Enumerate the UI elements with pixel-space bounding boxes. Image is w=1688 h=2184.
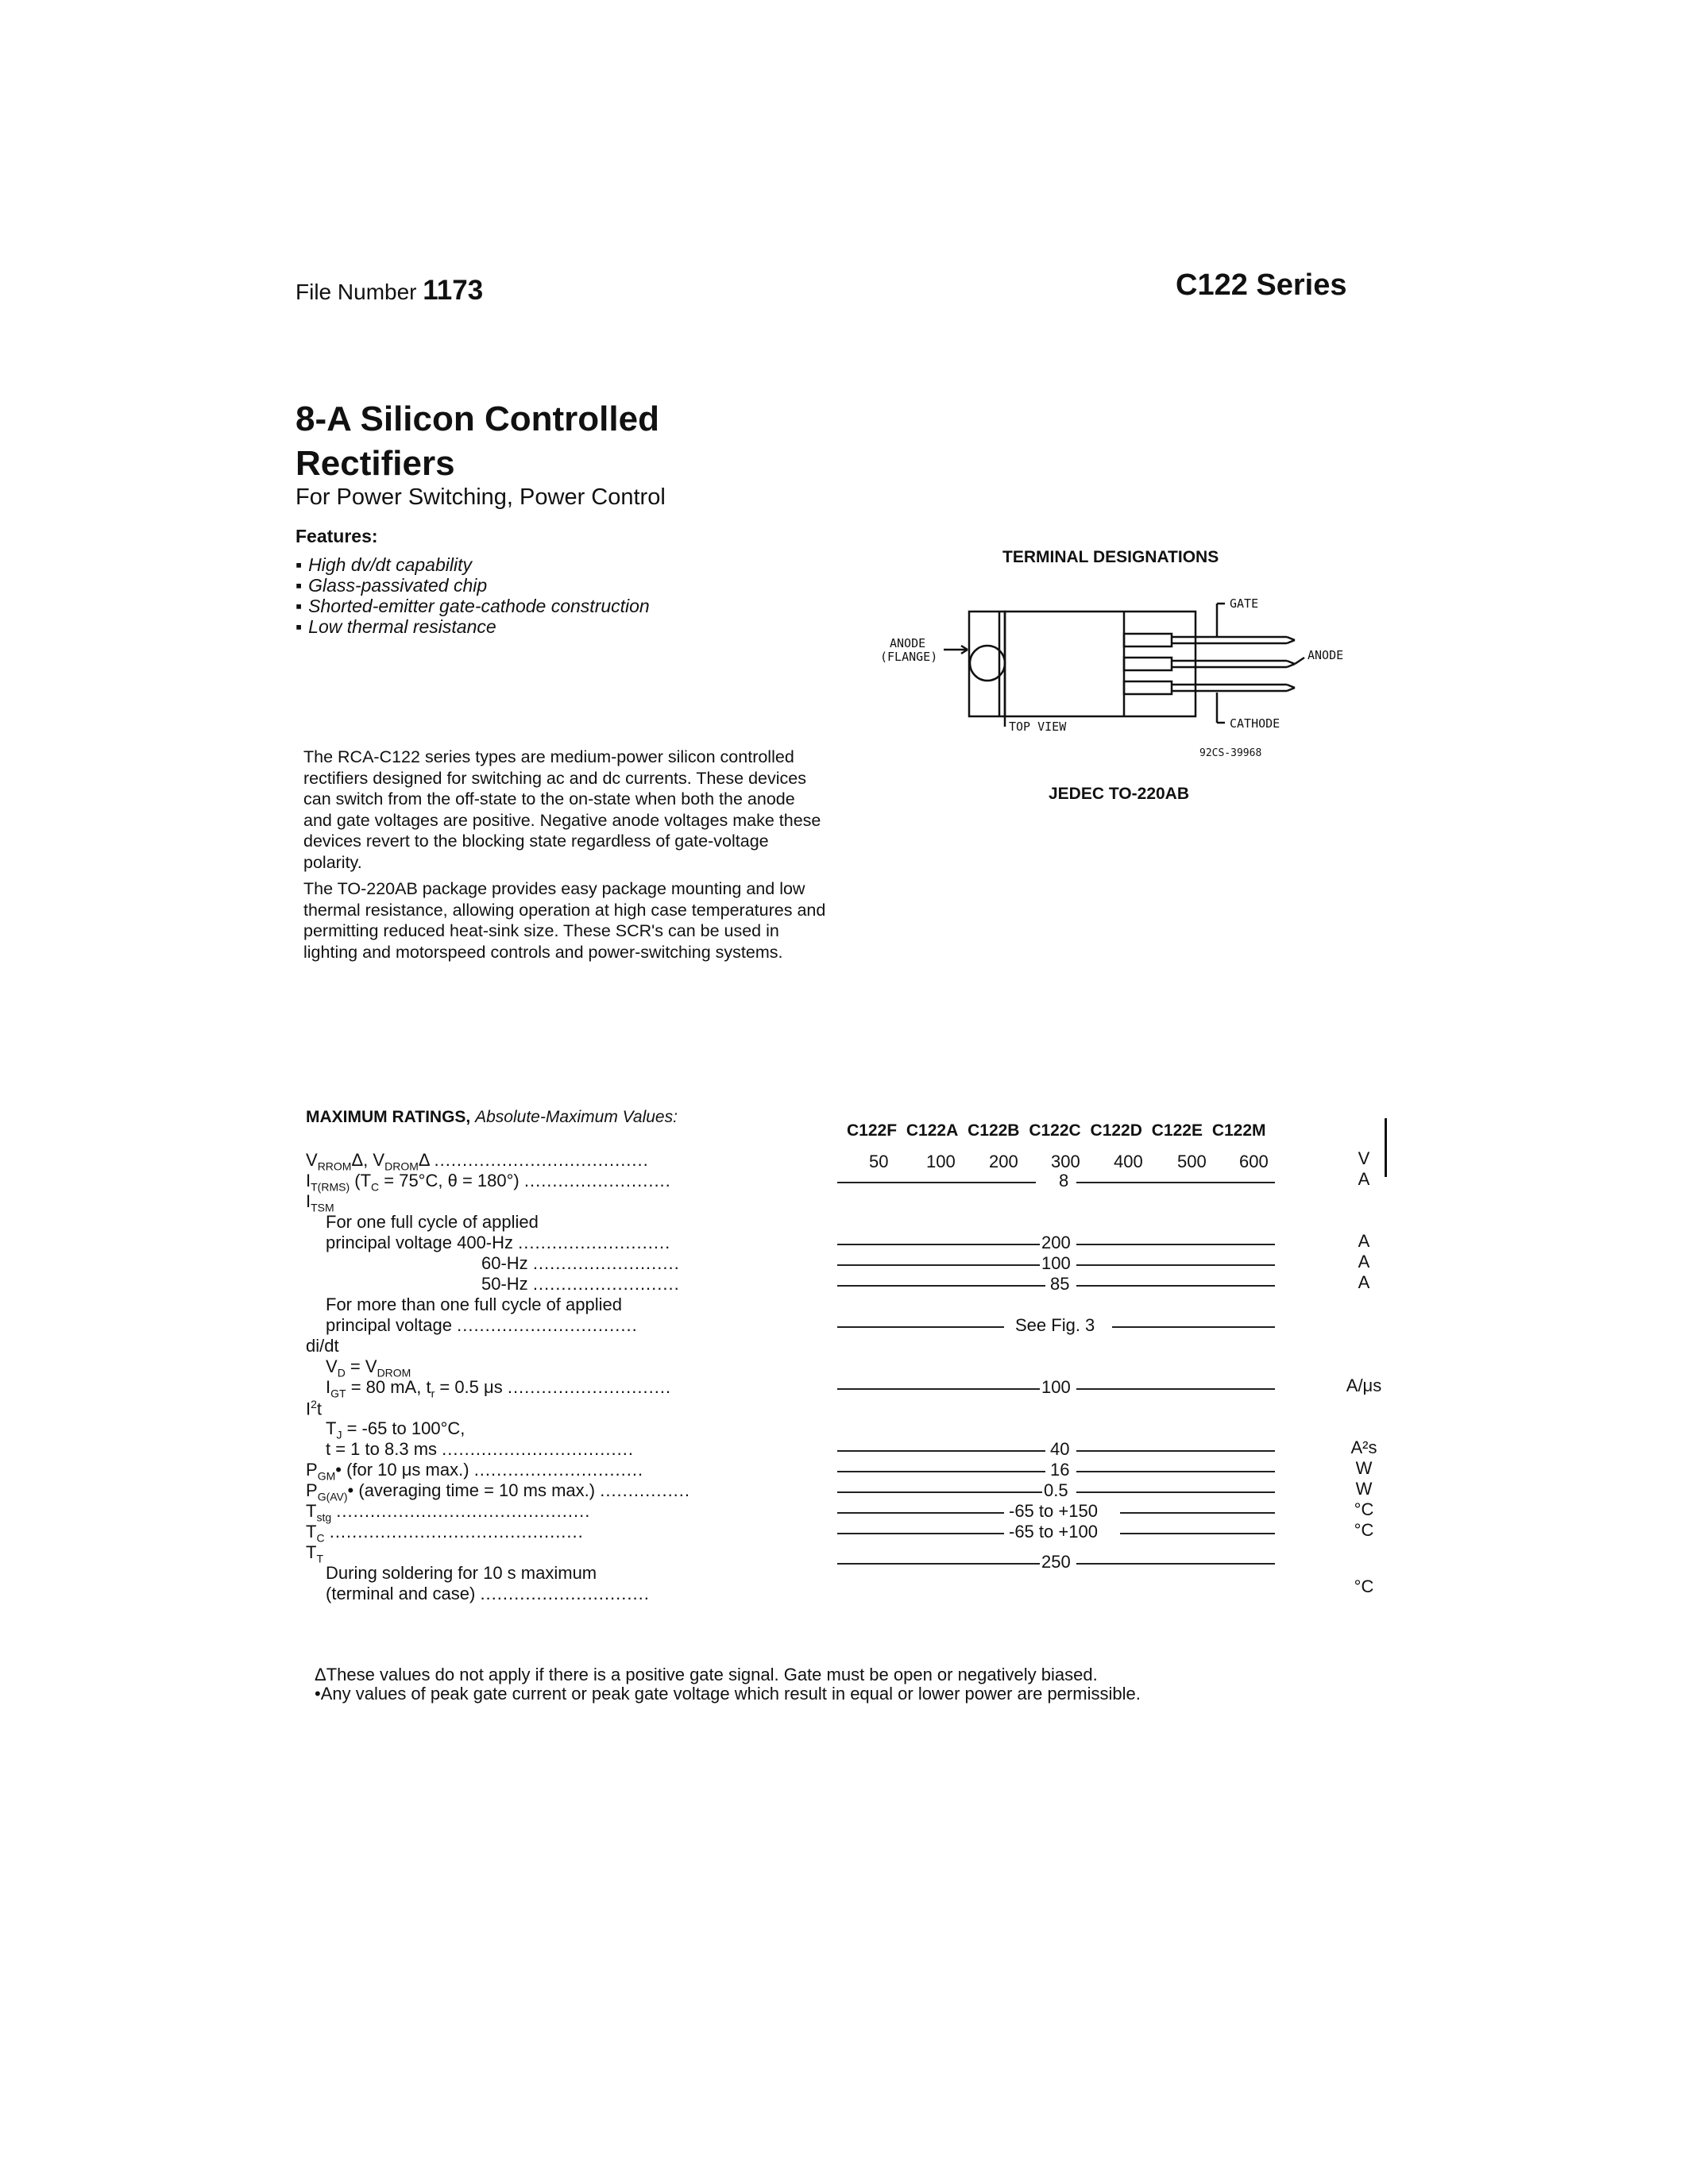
footnote-delta: ΔThese values do not apply if there is a positive gate signal. Gate must be open or negatively biased.: [315, 1665, 1098, 1684]
title-line-1: 8-A Silicon Controlled: [295, 399, 659, 438]
unit-a-per-us: A/μs: [1346, 1376, 1382, 1395]
voltage-value: 300: [1051, 1152, 1080, 1171]
rating-label-t-range: t = 1 to 8.3 ms ..................................: [326, 1439, 634, 1459]
feature-item: ▪ Low thermal resistance: [295, 616, 650, 637]
rating-label-i2t: $I^2t$: [306, 1398, 323, 1419]
unit-a: A: [1358, 1169, 1370, 1189]
value-i2t: 40: [1050, 1439, 1070, 1459]
voltage-value: 200: [989, 1152, 1018, 1171]
rating-label-60hz: 60-Hz ..........................: [481, 1253, 680, 1273]
rating-label-tj: $T_J = -65$ to 100°C,: [326, 1418, 465, 1441]
value-tc: -65 to +100: [1009, 1522, 1098, 1542]
unit-a2s: A²s: [1350, 1437, 1377, 1457]
type-label: C122B: [968, 1121, 1020, 1140]
rating-label-didt: di/dt: [306, 1336, 339, 1356]
value-tt: 250: [1041, 1552, 1071, 1572]
voltage-value: 100: [926, 1152, 956, 1171]
unit-a: A: [1358, 1252, 1370, 1271]
top-view-label: TOP VIEW: [1009, 720, 1067, 734]
rating-label-terminal-case: (terminal and case) ..............................: [326, 1584, 650, 1603]
voltage-value: 500: [1177, 1152, 1207, 1171]
type-label: C122C: [1029, 1121, 1081, 1140]
leader-line: [1076, 1491, 1275, 1493]
leader-line: [837, 1563, 1040, 1565]
file-number: [295, 275, 483, 307]
unit-degc: °C: [1354, 1499, 1374, 1519]
unit-a: A: [1358, 1272, 1370, 1292]
rating-label-400hz: principal voltage 400-Hz ...........................: [326, 1233, 671, 1252]
leader-line: [837, 1533, 1004, 1534]
unit-degc: °C: [1354, 1520, 1374, 1540]
rating-label-igt: $I_{GT} = 80$ mA, $t_r = 0.5$ μs .............................: [326, 1377, 672, 1400]
type-header-row: [847, 1121, 1271, 1140]
type-label: C122M: [1211, 1121, 1266, 1140]
voltage-value: 50: [869, 1152, 889, 1171]
leader-line: [1120, 1512, 1275, 1514]
ratings-heading: [306, 1108, 678, 1127]
leader-line: [1076, 1388, 1275, 1390]
leader-line: [1076, 1471, 1275, 1472]
anode-left-label: ANODE: [890, 636, 926, 650]
description-paragraph-2: The TO-220AB package provides easy package mounting and low thermal resistance, allowing operation at high case temperatures and permitting reduced heat-sink size. These SCR's can be used in lighting and motorspeed controls and power-switching systems.: [303, 879, 826, 962]
title-line-2: Rectifiers: [295, 444, 455, 483]
drawing-code: 92CS-39968: [1199, 747, 1262, 759]
leader-line: [837, 1264, 1040, 1266]
leader-line: [1076, 1285, 1275, 1287]
leader-line: [837, 1491, 1042, 1493]
type-label: C122A: [906, 1121, 959, 1140]
leader-line: [837, 1471, 1045, 1472]
leader-line: [837, 1326, 1004, 1328]
unit-a: A: [1358, 1231, 1370, 1251]
terminal-diagram: [866, 580, 1358, 778]
value-it-rms: 8: [1059, 1171, 1069, 1190]
page-title: [295, 397, 852, 486]
value-itsm-60: 100: [1041, 1253, 1071, 1273]
value-itsm-more: See Fig. 3: [1015, 1315, 1095, 1335]
type-label: C122E: [1151, 1121, 1203, 1140]
feature-item: ▪ Glass-passivated chip: [295, 575, 650, 596]
leader-line: [1112, 1326, 1275, 1328]
package-body: [1005, 612, 1196, 716]
rating-label-principal-voltage: principal voltage ................................: [326, 1315, 638, 1335]
ratings-heading-bold: MAXIMUM RATINGS,: [306, 1108, 471, 1126]
file-number-value: 1173: [423, 275, 484, 306]
rating-label-itsm: $I_{TSM}$: [306, 1191, 334, 1214]
leader-line: [1076, 1450, 1275, 1452]
anode-right-label: ANODE: [1308, 648, 1344, 662]
series-title: C122 Series: [1176, 268, 1347, 302]
voltage-value: 400: [1114, 1152, 1143, 1171]
rating-label-pgm: $P_{GM}•$ (for 10 μs max.) ..............................: [306, 1460, 644, 1483]
rating-label-tstg: $T_{stg}$ .............................................: [306, 1501, 591, 1524]
leader-line: [1076, 1182, 1275, 1183]
features-list: [295, 554, 650, 637]
value-itsm-400: 200: [1041, 1233, 1071, 1252]
value-pgav: 0.5: [1044, 1480, 1068, 1500]
rating-label-soldering: During soldering for 10 s maximum: [326, 1563, 597, 1583]
rating-label-tc: $T_C$ .............................................: [306, 1522, 584, 1545]
rating-label-vrrom: $V_{RROM}\Delta$, $V_{DROM}\Delta$ ......................................: [306, 1150, 649, 1173]
leader-line: [837, 1388, 1040, 1390]
leader-line: [837, 1285, 1045, 1287]
cathode-label: CATHODE: [1230, 716, 1280, 731]
unit-v: V: [1358, 1148, 1370, 1168]
leader-line: [837, 1512, 1004, 1514]
gate-label: GATE: [1230, 596, 1259, 611]
file-number-label: File Number: [295, 280, 417, 304]
rating-label-it-rms: $I_{T(RMS)}$ ($T_C = 75^\circ C$, θ = 180°) ..........................: [306, 1171, 671, 1194]
unit-w: W: [1355, 1458, 1373, 1478]
package-label: JEDEC TO-220AB: [1049, 785, 1190, 803]
terminal-heading: TERMINAL DESIGNATIONS: [1002, 548, 1219, 566]
description-paragraph-1: The RCA-C122 series types are medium-power silicon controlled rectifiers designed for switching ac and dc currents. These devices can switch from the off-state to the on-state when both the anode and gate voltages are positive. Negative anode voltages make these devices revert to the blocking state regardless of gate-voltage polarity.: [303, 747, 821, 872]
voltage-value: 600: [1239, 1152, 1269, 1171]
leader-line: [1120, 1533, 1275, 1534]
leader-line: [1076, 1244, 1275, 1245]
value-tstg: -65 to +150: [1009, 1501, 1098, 1521]
ratings-heading-italic: Absolute-Maximum Values:: [475, 1108, 678, 1126]
flange-label: (FLANGE): [880, 650, 938, 664]
unit-w: W: [1355, 1479, 1373, 1499]
rating-label-pgav: $P_{G(AV)}•$ (averaging time = 10 ms max.) ................: [306, 1480, 691, 1503]
feature-item: ▪ Shorted-emitter gate-cathode construction: [295, 596, 650, 616]
value-pgm: 16: [1050, 1460, 1070, 1480]
rating-label-50hz: 50-Hz ..........................: [481, 1274, 680, 1294]
leader-line: [1076, 1264, 1275, 1266]
feature-item: ▪ High dv/dt capability: [295, 554, 650, 575]
value-didt: 100: [1041, 1377, 1071, 1397]
value-itsm-50: 85: [1050, 1274, 1070, 1294]
leader-line: [837, 1182, 1036, 1183]
leader-line: [1076, 1563, 1275, 1565]
type-label: C122F: [847, 1121, 898, 1140]
rating-label-one-cycle: For one full cycle of applied: [326, 1212, 539, 1232]
type-label: C122D: [1090, 1121, 1142, 1140]
rating-label-tt: $T_T$: [306, 1542, 324, 1565]
unit-degc: °C: [1354, 1576, 1374, 1596]
features-heading: Features:: [295, 526, 378, 546]
rating-label-more-cycle: For more than one full cycle of applied: [326, 1295, 622, 1314]
leader-line: [837, 1450, 1045, 1452]
footnote-bullet: •Any values of peak gate current or peak gate voltage which result in equal or lower power are permissible.: [315, 1684, 1141, 1704]
subtitle: For Power Switching, Power Control: [295, 484, 666, 510]
rating-label-vd: $V_D = V_{DROM}$: [326, 1356, 411, 1379]
leader-line: [837, 1244, 1040, 1245]
